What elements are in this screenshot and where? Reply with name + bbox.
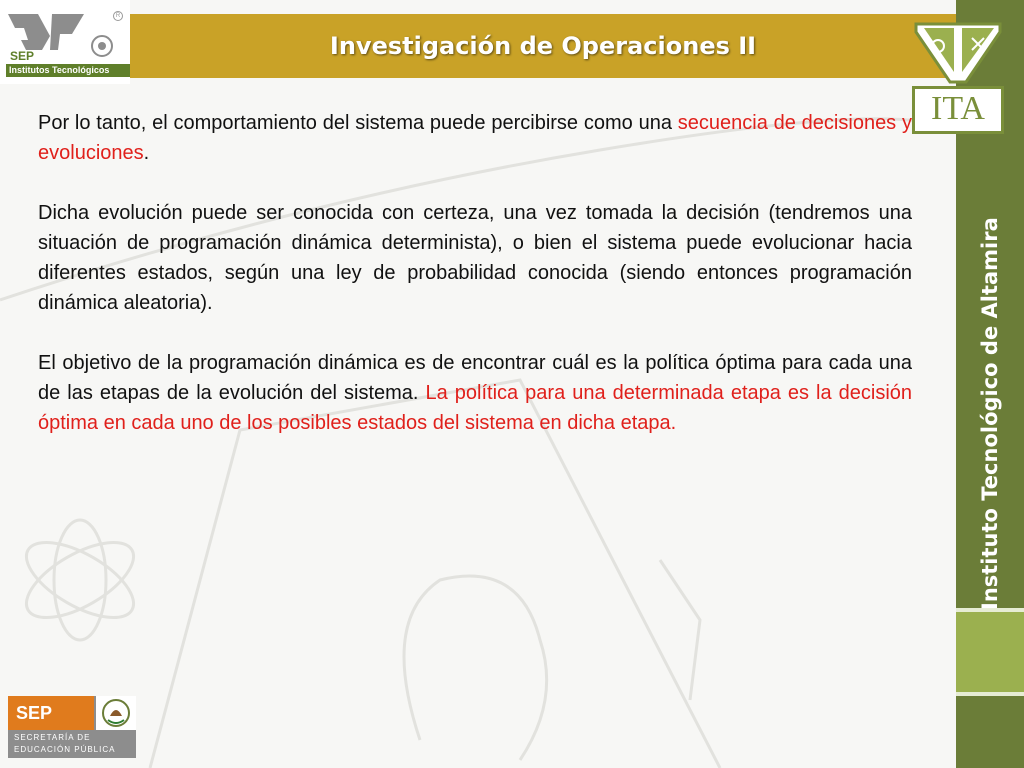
sep-top-acronym: SEP xyxy=(10,49,35,63)
sep-bottom-caption-line1: SECRETARÍA DE xyxy=(14,733,91,742)
paragraph-2: Dicha evolución puede ser conocida con certeza, una vez tomada la decisión (tendremos una situación de programación dinámica determinista), o bien el sistema puede evolucionar hacia diferentes estados, según una ley de probabilidad conocida (siendo entonces programación dinámica aleatoria). xyxy=(38,202,912,314)
sidebar-divider xyxy=(956,692,1024,696)
paragraph-3 xyxy=(38,348,912,438)
sidebar-institution-name: Instituto Tecnológico de Altamira xyxy=(978,217,1002,610)
paragraph-1-highlight: secuencia de decisiones y evoluciones xyxy=(38,112,912,164)
slide-title: Investigación de Operaciones II xyxy=(329,32,757,60)
sep-top-caption: Institutos Tecnológicos xyxy=(6,64,130,77)
slide-content xyxy=(38,108,912,468)
sep-bottom-caption xyxy=(14,732,134,756)
sep-emblem-icon xyxy=(0,0,130,64)
sep-bottom-acronym: SEP xyxy=(8,696,94,730)
sidebar-light-block xyxy=(956,612,1024,692)
paragraph-3-highlight: La política para una determinada etapa es la decisión óptima en cada uno de los posibles estados del sistema en dicha etapa. xyxy=(38,382,913,434)
sep-secretaria-logo xyxy=(8,696,136,758)
paragraph-1-end: . xyxy=(143,142,150,164)
paragraph-1 xyxy=(38,108,912,168)
paragraph-1-text: Por lo tanto, el comportamiento del sistema puede percibirse como una xyxy=(38,112,678,134)
sep-bottom-caption-line2: EDUCACIÓN PÚBLICA xyxy=(14,745,116,754)
registered-mark-icon: R xyxy=(113,11,123,21)
paragraph-3-text: El objetivo de la programación dinámica es de encontrar cuál es la política óptima para cada una de las etapas de la evolución del sistema. xyxy=(38,352,912,404)
mexican-eagle-icon xyxy=(96,696,136,730)
sep-institutos-logo xyxy=(0,0,130,84)
ita-label: ITA xyxy=(912,86,1004,134)
